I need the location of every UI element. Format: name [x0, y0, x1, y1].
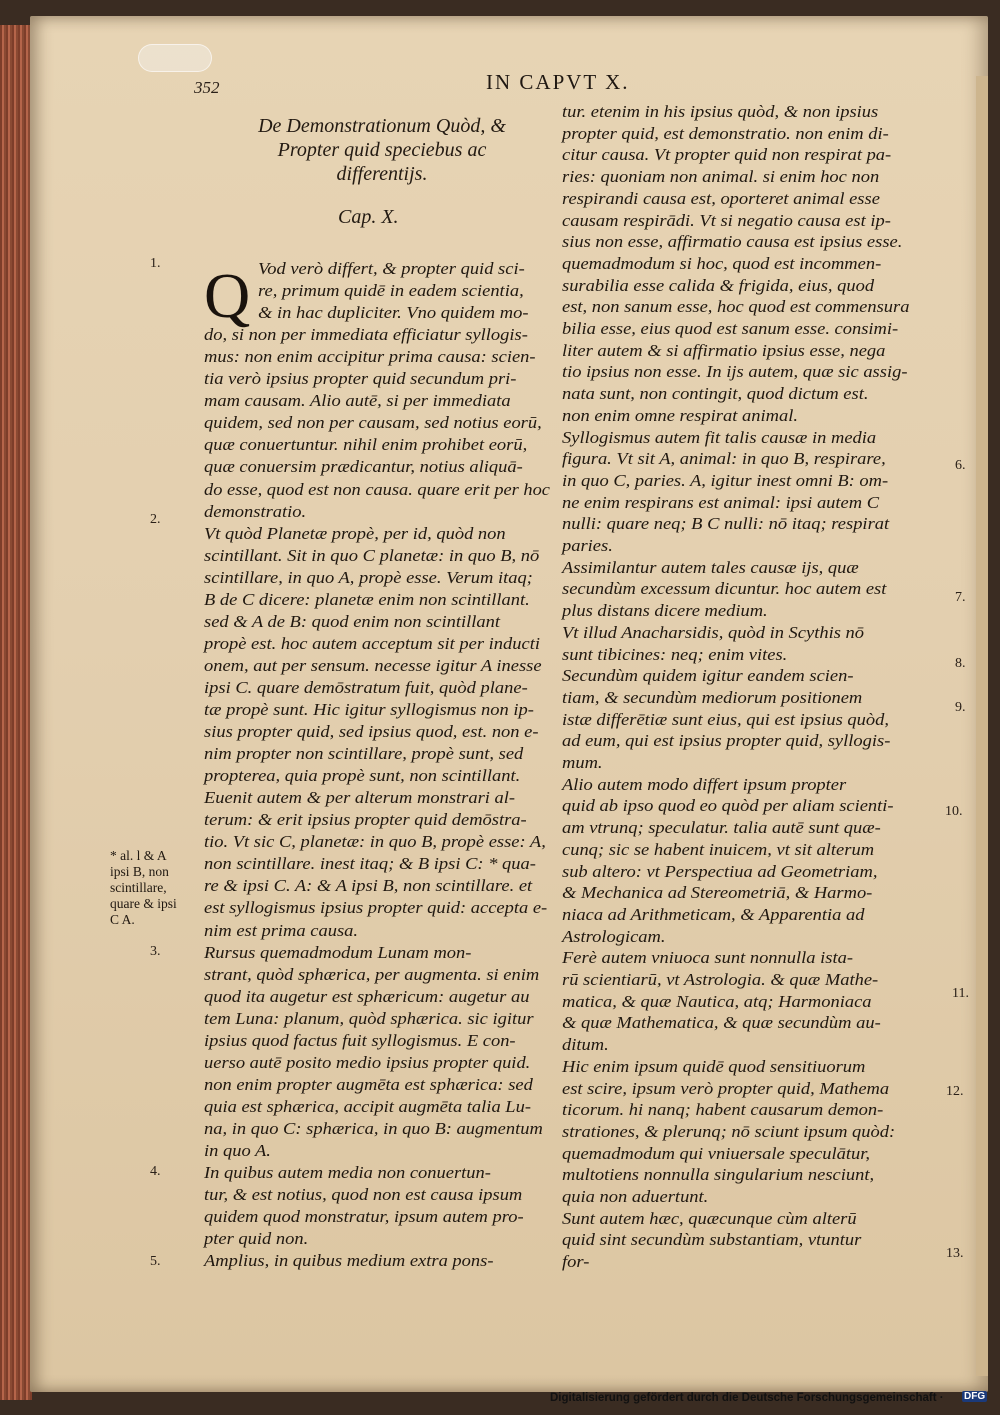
text-line: paries. [562, 536, 613, 555]
margin-number: 5. [150, 1254, 161, 1269]
margin-number: 7. [955, 590, 966, 605]
running-head: IN CAPVT X. [486, 70, 630, 94]
margin-note-line: ipsi B, non [110, 864, 169, 879]
text-line: Vt quòd Planetæ propè, per id, quòd non [204, 523, 506, 543]
text-line: tem Luna: planum, quòd sphærica. sic igitur [204, 1008, 534, 1028]
text-line: quæ conuertuntur. nihil enim prohibet eorū, [204, 435, 528, 455]
text-line: Hic enim ipsum quidē quod sensitiuorum [562, 1056, 866, 1076]
text-line: bilia esse, eius quod est sanum esse. consimi- [562, 319, 899, 338]
text-line: est syllogismus ipsius propter quid: accepta e- [204, 898, 548, 918]
text-line: in quo A. [204, 1141, 271, 1160]
text-line: tia verò ipsius propter quid secundum pri- [204, 369, 517, 389]
text-line: strationes, & plerunq; nō sciunt ipsum quòd: [562, 1121, 896, 1141]
text-line: plus distans dicere medium. [562, 601, 768, 621]
text-line: quæ conuersim prædicantur, notius aliquā- [204, 457, 523, 477]
text-line: sed & A de B: quod enim non scintillant [204, 611, 501, 631]
text-line: ad eum, qui est ipsius propter quid, syllogis- [562, 731, 891, 751]
page-number: 352 [194, 78, 220, 97]
dfg-logo: DFG [964, 1391, 986, 1402]
text-line: tio. Vt sic C, planetæ: in quo B, propè esse: A, [204, 832, 546, 852]
text-line: pter quid non. [204, 1229, 309, 1249]
text-line: B de C dicere: planetæ enim non scintillant. [204, 589, 530, 609]
text-line: In quibus autem media non conuertun- [204, 1163, 491, 1183]
text-line: mum. [562, 753, 603, 772]
text-line: am vtrunq; speculatur. talia autē sunt quæ- [562, 818, 881, 838]
chapter-title-line: differentijs. [336, 163, 428, 185]
tape-strip [138, 44, 212, 72]
margin-number: 9. [955, 700, 966, 715]
text-line: matica, & quæ Nautica, atq; Harmoniaca [562, 991, 872, 1011]
text-line: rū scientiarū, vt Astrologia. & quæ Mathe- [562, 970, 879, 989]
text-line: propè est. hoc autem acceptum sit per inducti [204, 633, 540, 653]
text-line: & quæ Mathematica, & quæ secundùm au- [562, 1013, 881, 1033]
margin-number: 4. [150, 1164, 161, 1179]
text-line: uerso autē posito medio ipsius propter quid. [204, 1052, 531, 1072]
margin-number: 13. [946, 1246, 964, 1261]
text-line: Vod verò differt, & propter quid sci- [258, 259, 525, 278]
text-line: liter autem & si affirmatio ipsius esse, nega [562, 340, 886, 360]
text-line: Vt illud Anacharsidis, quòd in Scythis nō [562, 622, 865, 642]
text-line: cunq; sic se habent inuicem, vt sit alterum [562, 839, 875, 859]
text-line: citur causa. Vt propter quid non respirat pa- [562, 145, 892, 165]
margin-note-line: * al. l & A [110, 848, 167, 863]
text-line: quid ab ipso quod eo quòd per aliam scienti- [562, 796, 894, 816]
text-line: Secundùm quidem igitur eandem scien- [562, 666, 854, 686]
margin-number: 11. [952, 986, 969, 1001]
text-line: ticorum. hi nanq; habent causarum demon- [562, 1100, 884, 1120]
text-line: ne enim respirans est animal: ipsi autem C [562, 492, 880, 512]
text-line: est, non sanum esse, hoc quod est commensura [562, 297, 910, 317]
text-line: demonstratio. [204, 501, 307, 521]
text-line: re & ipsi C. A: & A ipsi B, non scintillare. et [204, 876, 533, 896]
text-line: tur, & est notius, quod non est causa ipsum [204, 1185, 523, 1205]
text-line: ipsius quod factus fuit syllogismus. E con- [204, 1030, 516, 1050]
text-line: Rursus quemadmodum Lunam mon- [204, 942, 472, 962]
text-line: scintillant. Sit in quo C planetæ: in quo B, nō [204, 545, 540, 565]
text-line: do esse, quod est non causa. quare erit per hoc [204, 479, 550, 499]
text-line: Alio autem modo differt ipsum propter [562, 774, 847, 794]
text-line: quia non aduertunt. [562, 1187, 709, 1206]
text-line: propterea, quia propè sunt, non scintillant. [204, 766, 521, 786]
text-line: ditum. [562, 1035, 609, 1055]
text-line: nim propter non scintillare, propè sunt, sed [204, 744, 524, 764]
text-line: sub altero: vt Perspectiua ad Geometriam, [562, 861, 878, 881]
text-line: causam respirādi. Vt si negatio causa est ip- [562, 210, 891, 230]
text-line: tio ipsius non esse. In ijs autem, quæ sic assig- [562, 362, 908, 382]
margin-number: 2. [150, 512, 161, 527]
margin-number: 3. [150, 944, 161, 959]
book-edge [0, 25, 32, 1400]
text-line: strant, quòd sphærica, per augmenta. si enim [204, 964, 540, 984]
text-line: est scire, ipsum verò propter quid, Mathema [562, 1078, 890, 1098]
text-line: Sunt autem hæc, quæcunque cùm alterū [562, 1208, 857, 1228]
text-line: respirandi causa est, oporteret animal esse [562, 188, 880, 208]
text-line: nulli: quare neq; B C nulli: nō itaq; respirat [562, 514, 890, 534]
text-line: Assimilantur autem tales causæ ijs, quæ [562, 557, 859, 577]
text-line: nata sunt, non contingit, quod dictum est. [562, 384, 869, 404]
margin-number: 8. [955, 656, 966, 671]
text-line: non enim propter augmēta est sphærica: sed [204, 1074, 533, 1094]
text-line: ries: quoniam non animal. si enim hoc non [562, 167, 880, 187]
margin-note-line: C A. [110, 912, 135, 927]
adjacent-page-edge [976, 76, 988, 1376]
text-line: Euenit autem & per alterum monstrari al- [204, 788, 516, 808]
text-line: mus: non enim accipitur prima causa: scien- [204, 347, 536, 367]
text-line: Amplius, in quibus medium extra pons- [204, 1251, 494, 1271]
text-line: do, si non per immediata efficiatur syllogis- [204, 325, 528, 345]
margin-number: 6. [955, 458, 966, 473]
text-line: tæ propè sunt. Hic igitur syllogismus non ip- [204, 700, 534, 719]
text-line: quod ita augetur est sphæricum: augetur au [204, 986, 530, 1006]
text-line: quemadmodum qui vniuersale speculātur, [562, 1143, 870, 1163]
text-line: figura. Vt sit A, animal: in quo B, respirare, [562, 449, 886, 469]
margin-number: 1. [150, 256, 161, 271]
margin-note-line: scintillare, [110, 880, 167, 895]
text-line: non scintillare. inest itaq; & B ipsi C: * qua- [204, 854, 536, 874]
text-line: propter quid, est demonstratio. non enim di- [562, 123, 889, 143]
text-line: secundùm excessum dicuntur. hoc autem est [562, 579, 887, 599]
text-line: quid sint secundùm substantiam, vtuntur [562, 1230, 862, 1250]
text-line: in quo C, paries. A, igitur inest omni B: om- [562, 470, 889, 490]
text-line: sius non esse, affirmatio causa est ipsius esse. [562, 232, 903, 252]
text-line: Ferè autem vniuoca sunt nonnulla ista- [562, 948, 854, 968]
text-line: non enim omne respirat animal. [562, 405, 798, 425]
margin-number: 12. [946, 1084, 964, 1099]
text-line: scintillare, in quo A, propè esse. Verum itaq; [204, 567, 533, 587]
text-line: & in hac dupliciter. Vno quidem mo- [258, 303, 529, 323]
text-line: quia est sphærica, accipit augmēta talia Lu- [204, 1096, 531, 1116]
chapter-label: Cap. X. [338, 206, 399, 228]
chapter-title-line: De Demonstrationum Quòd, & [258, 115, 506, 137]
text-line: mam causam. Alio autē, si per immediata [204, 391, 511, 411]
text-line: sunt tibicines: neq; enim vites. [562, 644, 788, 664]
drop-capital: Q [204, 260, 251, 331]
text-line: istæ differētiæ sunt eius, qui est ipsius quòd, [562, 709, 890, 729]
text-line: Astrologicam. [562, 926, 666, 946]
text-line: & Mechanica ad Stereometriā, & Harmo- [562, 883, 873, 903]
text-line: niaca ad Arithmeticam, & Apparentia ad [562, 904, 865, 924]
footer-credit: Digitalisierung gefördert durch die Deutsche Forschungsgemeinschaft · [550, 1392, 944, 1404]
text-line: surabilia esse calida & frigida, eius, quod [562, 275, 875, 295]
text-line: Syllogismus autem fit talis causæ in media [562, 427, 877, 447]
text-line: terum: & erit ipsius propter quid demōstra- [204, 810, 527, 830]
text-line: nim est prima causa. [204, 920, 358, 940]
text-line: multotiens nonnulla singularium nesciunt, [562, 1165, 875, 1185]
text-line: na, in quo C: sphærica, in quo B: augmentum [204, 1118, 543, 1138]
text-line: quidem, sed non per causam, sed notius eorū, [204, 413, 542, 433]
text-line: tiam, & secundùm mediorum positionem [562, 687, 863, 707]
text-line: ipsi C. quare demōstratum fuit, quòd plane- [204, 677, 528, 697]
text-line: onem, aut per sensum. necesse igitur A inesse [204, 655, 542, 675]
text-line: tur. etenim in his ipsius quòd, & non ipsius [562, 102, 879, 121]
text-line: for- [562, 1252, 590, 1272]
chapter-title-line: Propter quid speciebus ac [277, 139, 487, 161]
text-line: re, primum quidē in eadem scientia, [258, 281, 524, 301]
text-line: quidem quod monstratur, ipsum autem pro- [204, 1207, 524, 1227]
text-line: sius propter quid, sed ipsius quod, est. non e- [204, 722, 539, 742]
margin-note-line: quare & ipsi [110, 896, 177, 911]
text-line: quemadmodum si hoc, quod est incommen- [562, 253, 882, 273]
margin-number: 10. [945, 804, 963, 819]
